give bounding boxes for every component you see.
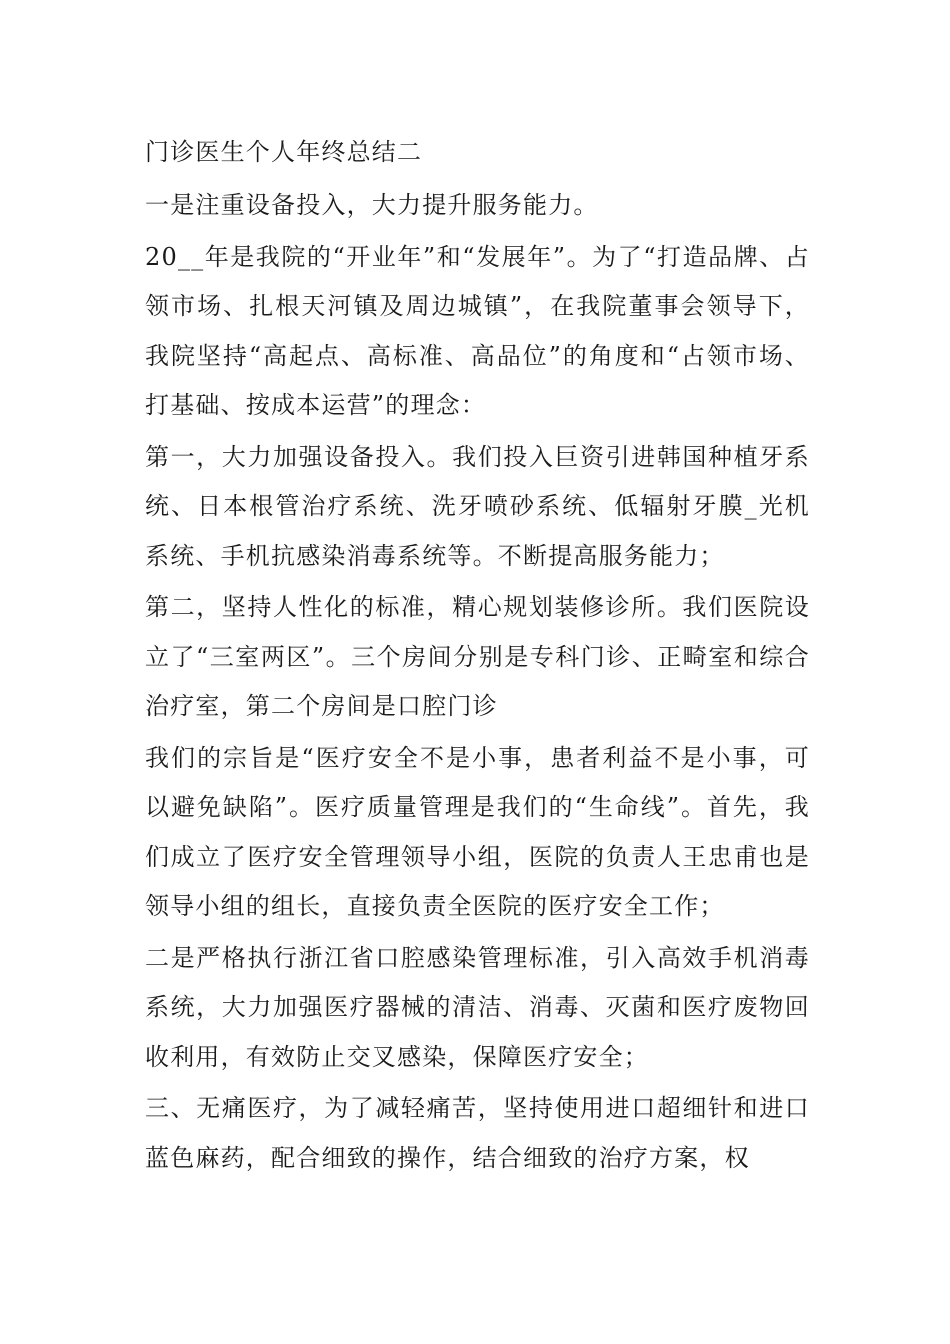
paragraph-painless: 三、无痛医疗，为了减轻痛苦，坚持使用进口超细针和进口蓝色麻药，配合细致的操作，结合细致的治疗方案，权 — [145, 1094, 810, 1172]
document-title: 门诊医生个人年终总结二 — [145, 138, 423, 166]
paragraph-equipment: 一是注重设备投入，大力提升服务能力。 — [145, 191, 599, 219]
paragraph-second: 第二，坚持人性化的标准，精心规划装修诊所。我们医院设立了“三室两区”。三个房间分别是专科门诊、正畸室和综合治疗室，第二个房间是口腔门诊 — [145, 593, 810, 720]
document-body — [145, 129, 810, 1185]
paragraph-purpose: 我们的宗旨是“医疗安全不是小事，患者利益不是小事，可以避免缺陷”。医疗质量管理是我们的“生命线”。首先，我们成立了医疗安全管理领导小组，医院的负责人王忠甫也是领导小组的组长，直接负责全医院的医疗安全工作； — [145, 743, 810, 920]
paragraph-opening-year: 20__年是我院的“开业年”和“发展年”。为了“打造品牌、占领市场、扎根天河镇及周边城镇”，在我院董事会领导下，我院坚持“高起点、高标准、高品位”的角度和“占领市场、打基础、按成本运营”的理念： — [145, 242, 810, 419]
paragraph-first: 第一，大力加强设备投入。我们投入巨资引进韩国种植牙系统、日本根管治疗系统、洗牙喷砂系统、低辐射牙膜_光机系统、手机抗感染消毒系统等。不断提高服务能力； — [145, 442, 810, 570]
paragraph-infection-control: 二是严格执行浙江省口腔感染管理标准，引入高效手机消毒系统，大力加强医疗器械的清洁、消毒、灭菌和医疗废物回收利用，有效防止交叉感染，保障医疗安全； — [145, 943, 810, 1071]
